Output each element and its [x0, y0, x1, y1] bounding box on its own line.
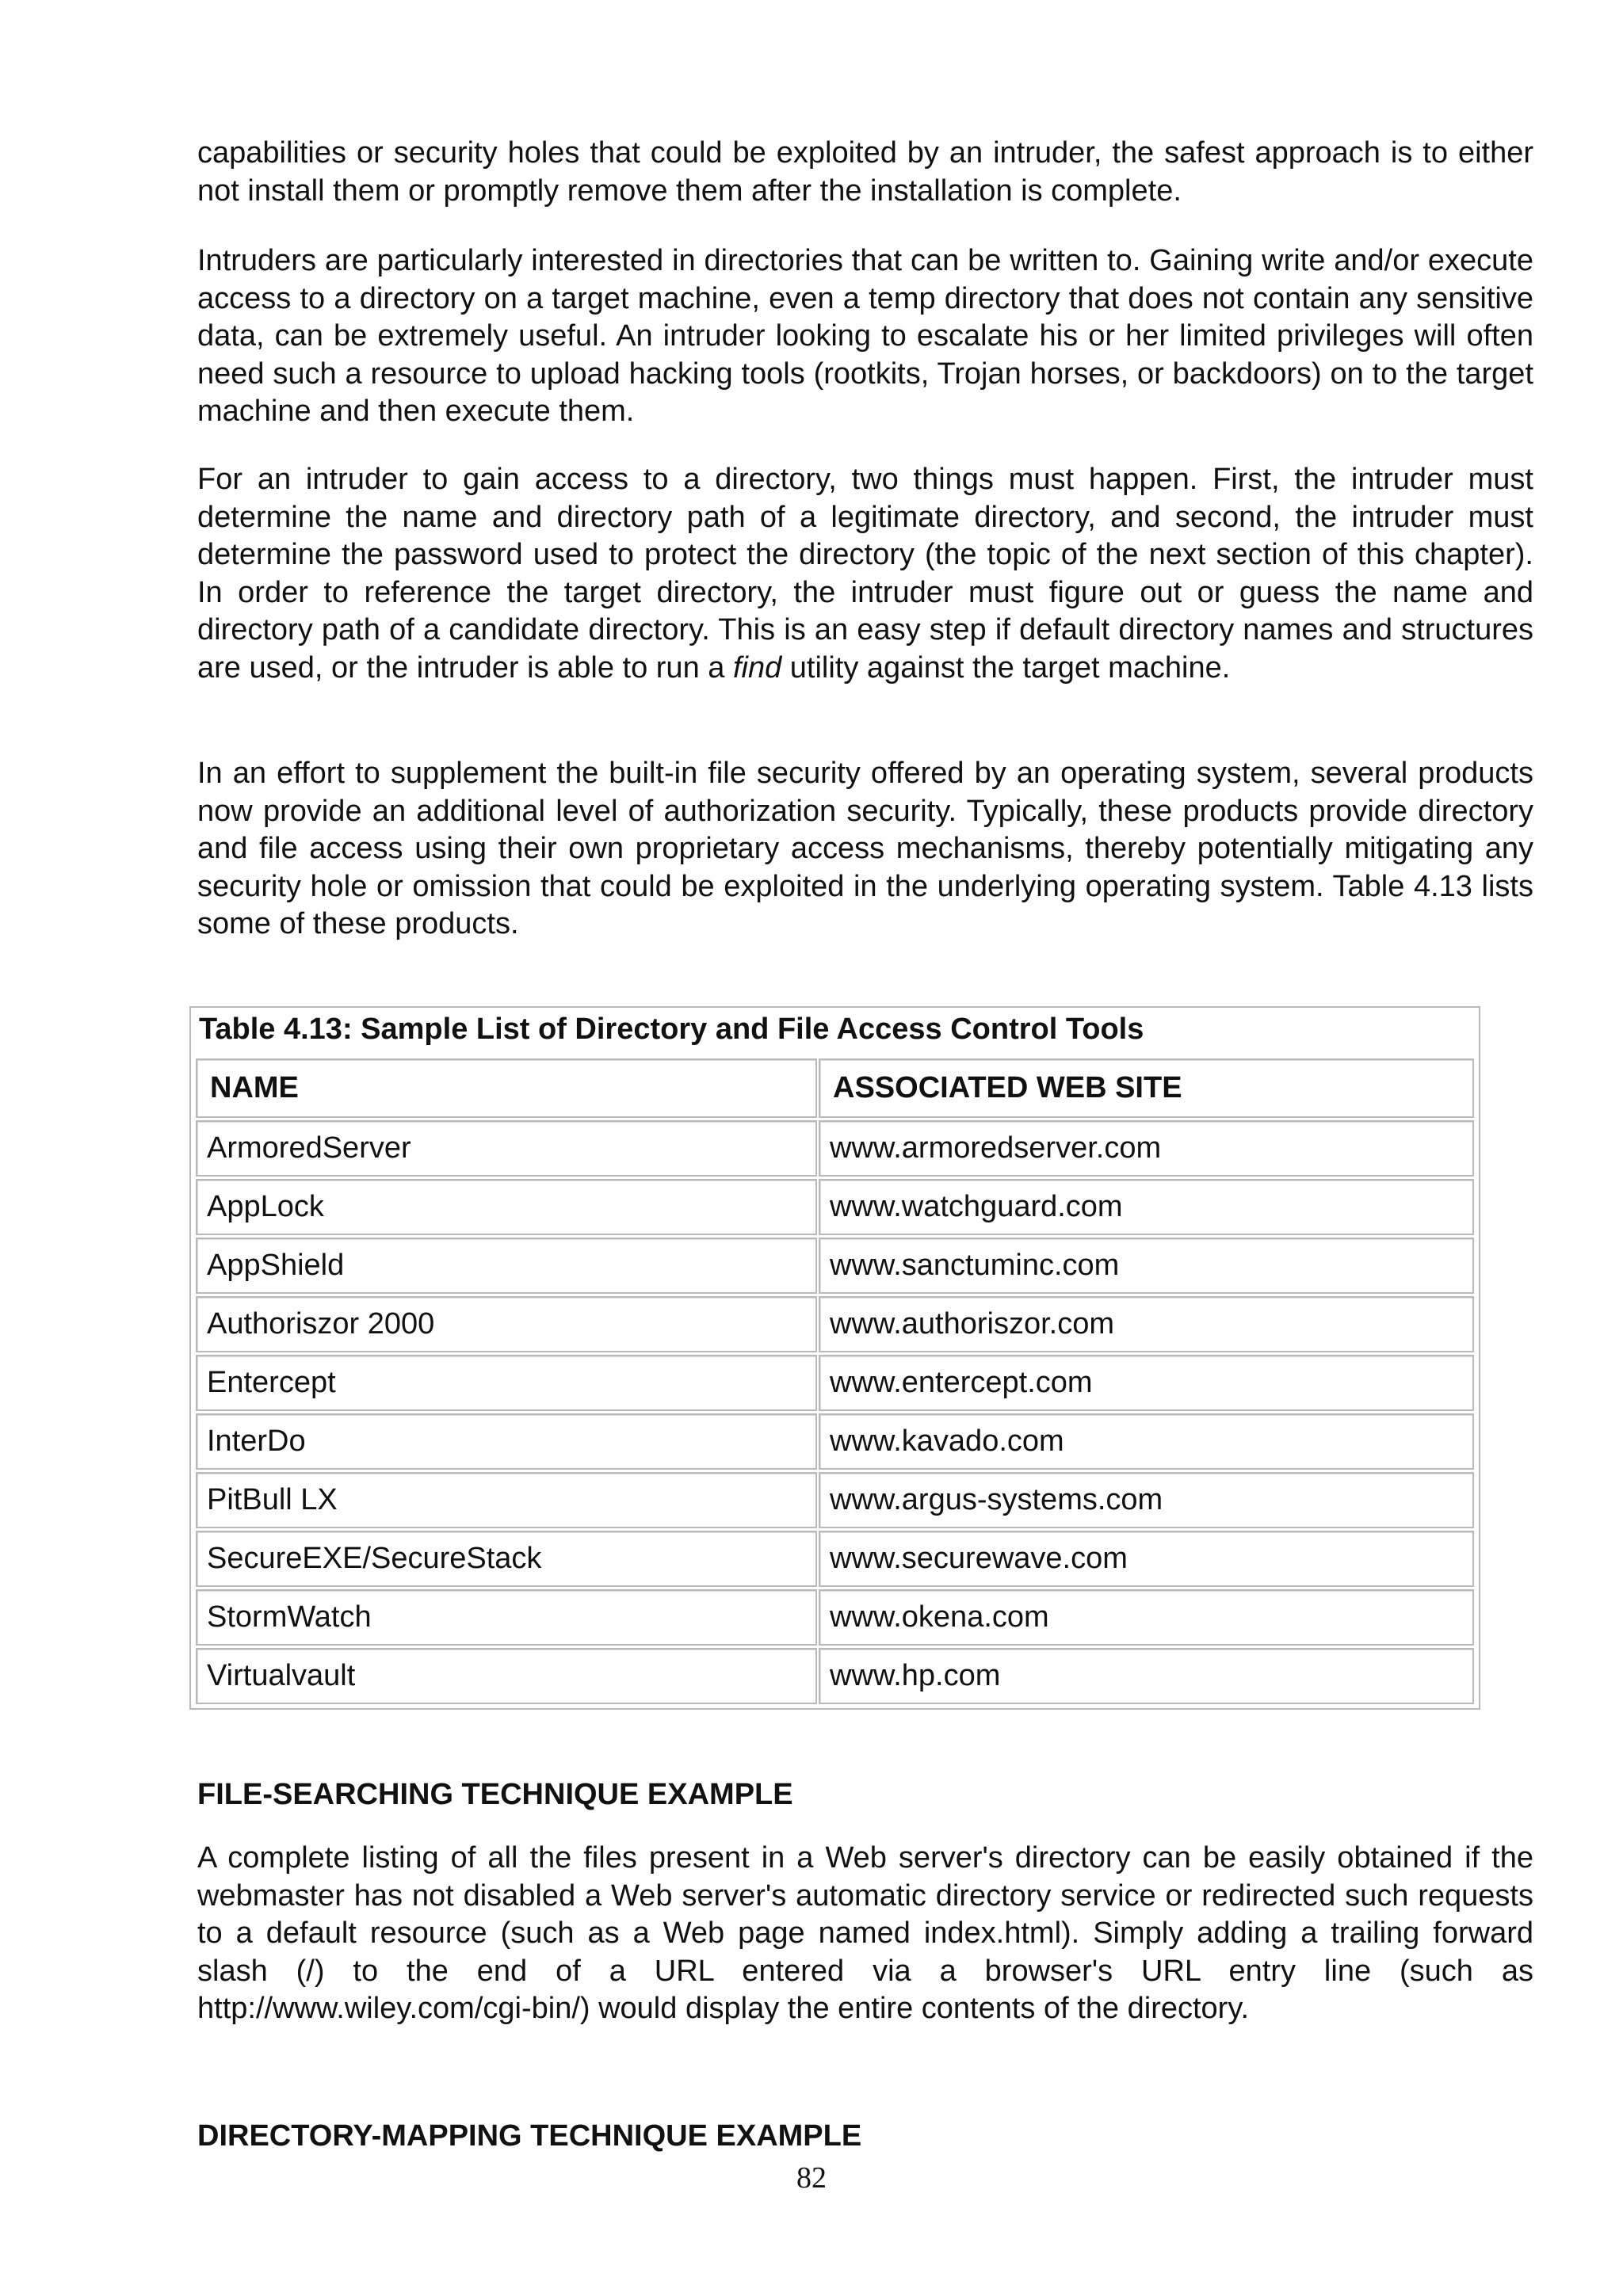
table-cell-website: www.okena.com [819, 1589, 1474, 1646]
table-cell-website: www.armoredserver.com [819, 1120, 1474, 1177]
paragraph-gain-access [197, 461, 1533, 687]
access-control-tools-table [189, 1006, 1480, 1710]
table-cell-name: Entercept [196, 1355, 817, 1411]
table-cell-website: www.watchguard.com [819, 1179, 1474, 1235]
table-cell-website: www.authoriszor.com [819, 1296, 1474, 1352]
paragraph-gain-access-text: For an intruder to gain access to a directory, two things must happen. First, the intruder must determine the name and directory path of a legitimate directory, and second, the intruder must determine the password used to protect the directory (the topic of the next section of this chapter). In order to reference the target directory, the intruder must figure out or guess the name and directory path of a candidate directory. This is an easy step if default directory names and structures are used, or the intruder is able to run a [197, 463, 1533, 685]
table-cell-name: Virtualvault [196, 1648, 817, 1704]
paragraph-intro: capabilities or security holes that could be exploited by an intruder, the safest approach is to either not install them or promptly remove them after the installation is complete. [197, 136, 1533, 208]
table-cell-website: www.securewave.com [819, 1531, 1474, 1587]
table-cell-name: AppLock [196, 1179, 817, 1235]
paragraph-write-access: Intruders are particularly interested in directories that can be written to. Gaining write and/or execute access to a directory on a target machine, even a temp directory that does not contain any sensitive data, can be extremely useful. An intruder looking to escalate his or her limited privileges will often need such a resource to upload hacking tools (rootkits, Trojan horses, or backdoors) on to the target machine and then execute them. [197, 244, 1533, 428]
page-number: 82 [796, 2161, 827, 2195]
table-cell-website: www.argus-systems.com [819, 1472, 1474, 1528]
paragraph-supplement: In an effort to supplement the built-in file security offered by an operating system, several products now provide an additional level of authorization security. Typically, these products provide directory and file access using their own proprietary access mechanisms, thereby potentially mitigating any security hole or omission that could be exploited in the underlying operating system. Table 4.13 lists some of these products. [197, 757, 1533, 940]
table-cell-name: AppShield [196, 1238, 817, 1294]
table-cell-name: InterDo [196, 1413, 817, 1470]
section-heading-file-searching: FILE-SEARCHING TECHNIQUE EXAMPLE [197, 1778, 793, 1811]
table-cell-name: SecureEXE/SecureStack [196, 1531, 817, 1587]
table-cell-website: www.entercept.com [819, 1355, 1474, 1411]
table-cell-name: PitBull LX [196, 1472, 817, 1528]
table-header-website: ASSOCIATED WEB SITE [819, 1058, 1474, 1118]
table-cell-website: www.kavado.com [819, 1413, 1474, 1470]
table-cell-name: Authoriszor 2000 [196, 1296, 817, 1352]
table-grid [196, 1058, 1474, 1704]
paragraph-gain-access-text-end: utility against the target machine. [781, 650, 1231, 685]
table-cell-name: StormWatch [196, 1589, 817, 1646]
table-caption: Table 4.13: Sample List of Directory and File Access Control Tools [199, 1013, 1144, 1046]
table-cell-website: www.sanctuminc.com [819, 1238, 1474, 1294]
table-cell-website: www.hp.com [819, 1648, 1474, 1704]
find-utility-term: find [732, 650, 782, 685]
section-heading-directory-mapping: DIRECTORY-MAPPING TECHNIQUE EXAMPLE [197, 2119, 862, 2153]
table-cell-name: ArmoredServer [196, 1120, 817, 1177]
paragraph-file-searching: A complete listing of all the files present in a Web server's directory can be easily obtained if the webmaster has not disabled a Web server's automatic directory service or redirected such requests to a default resource (such as a Web page named index.html). Simply adding a trailing forward slash (/) to the end of a URL entered via a browser's URL entry line (such as http://www.wiley.com/cgi-bin/) would display the entire contents of the directory. [197, 1841, 1533, 2025]
table-header-name: NAME [196, 1058, 817, 1118]
